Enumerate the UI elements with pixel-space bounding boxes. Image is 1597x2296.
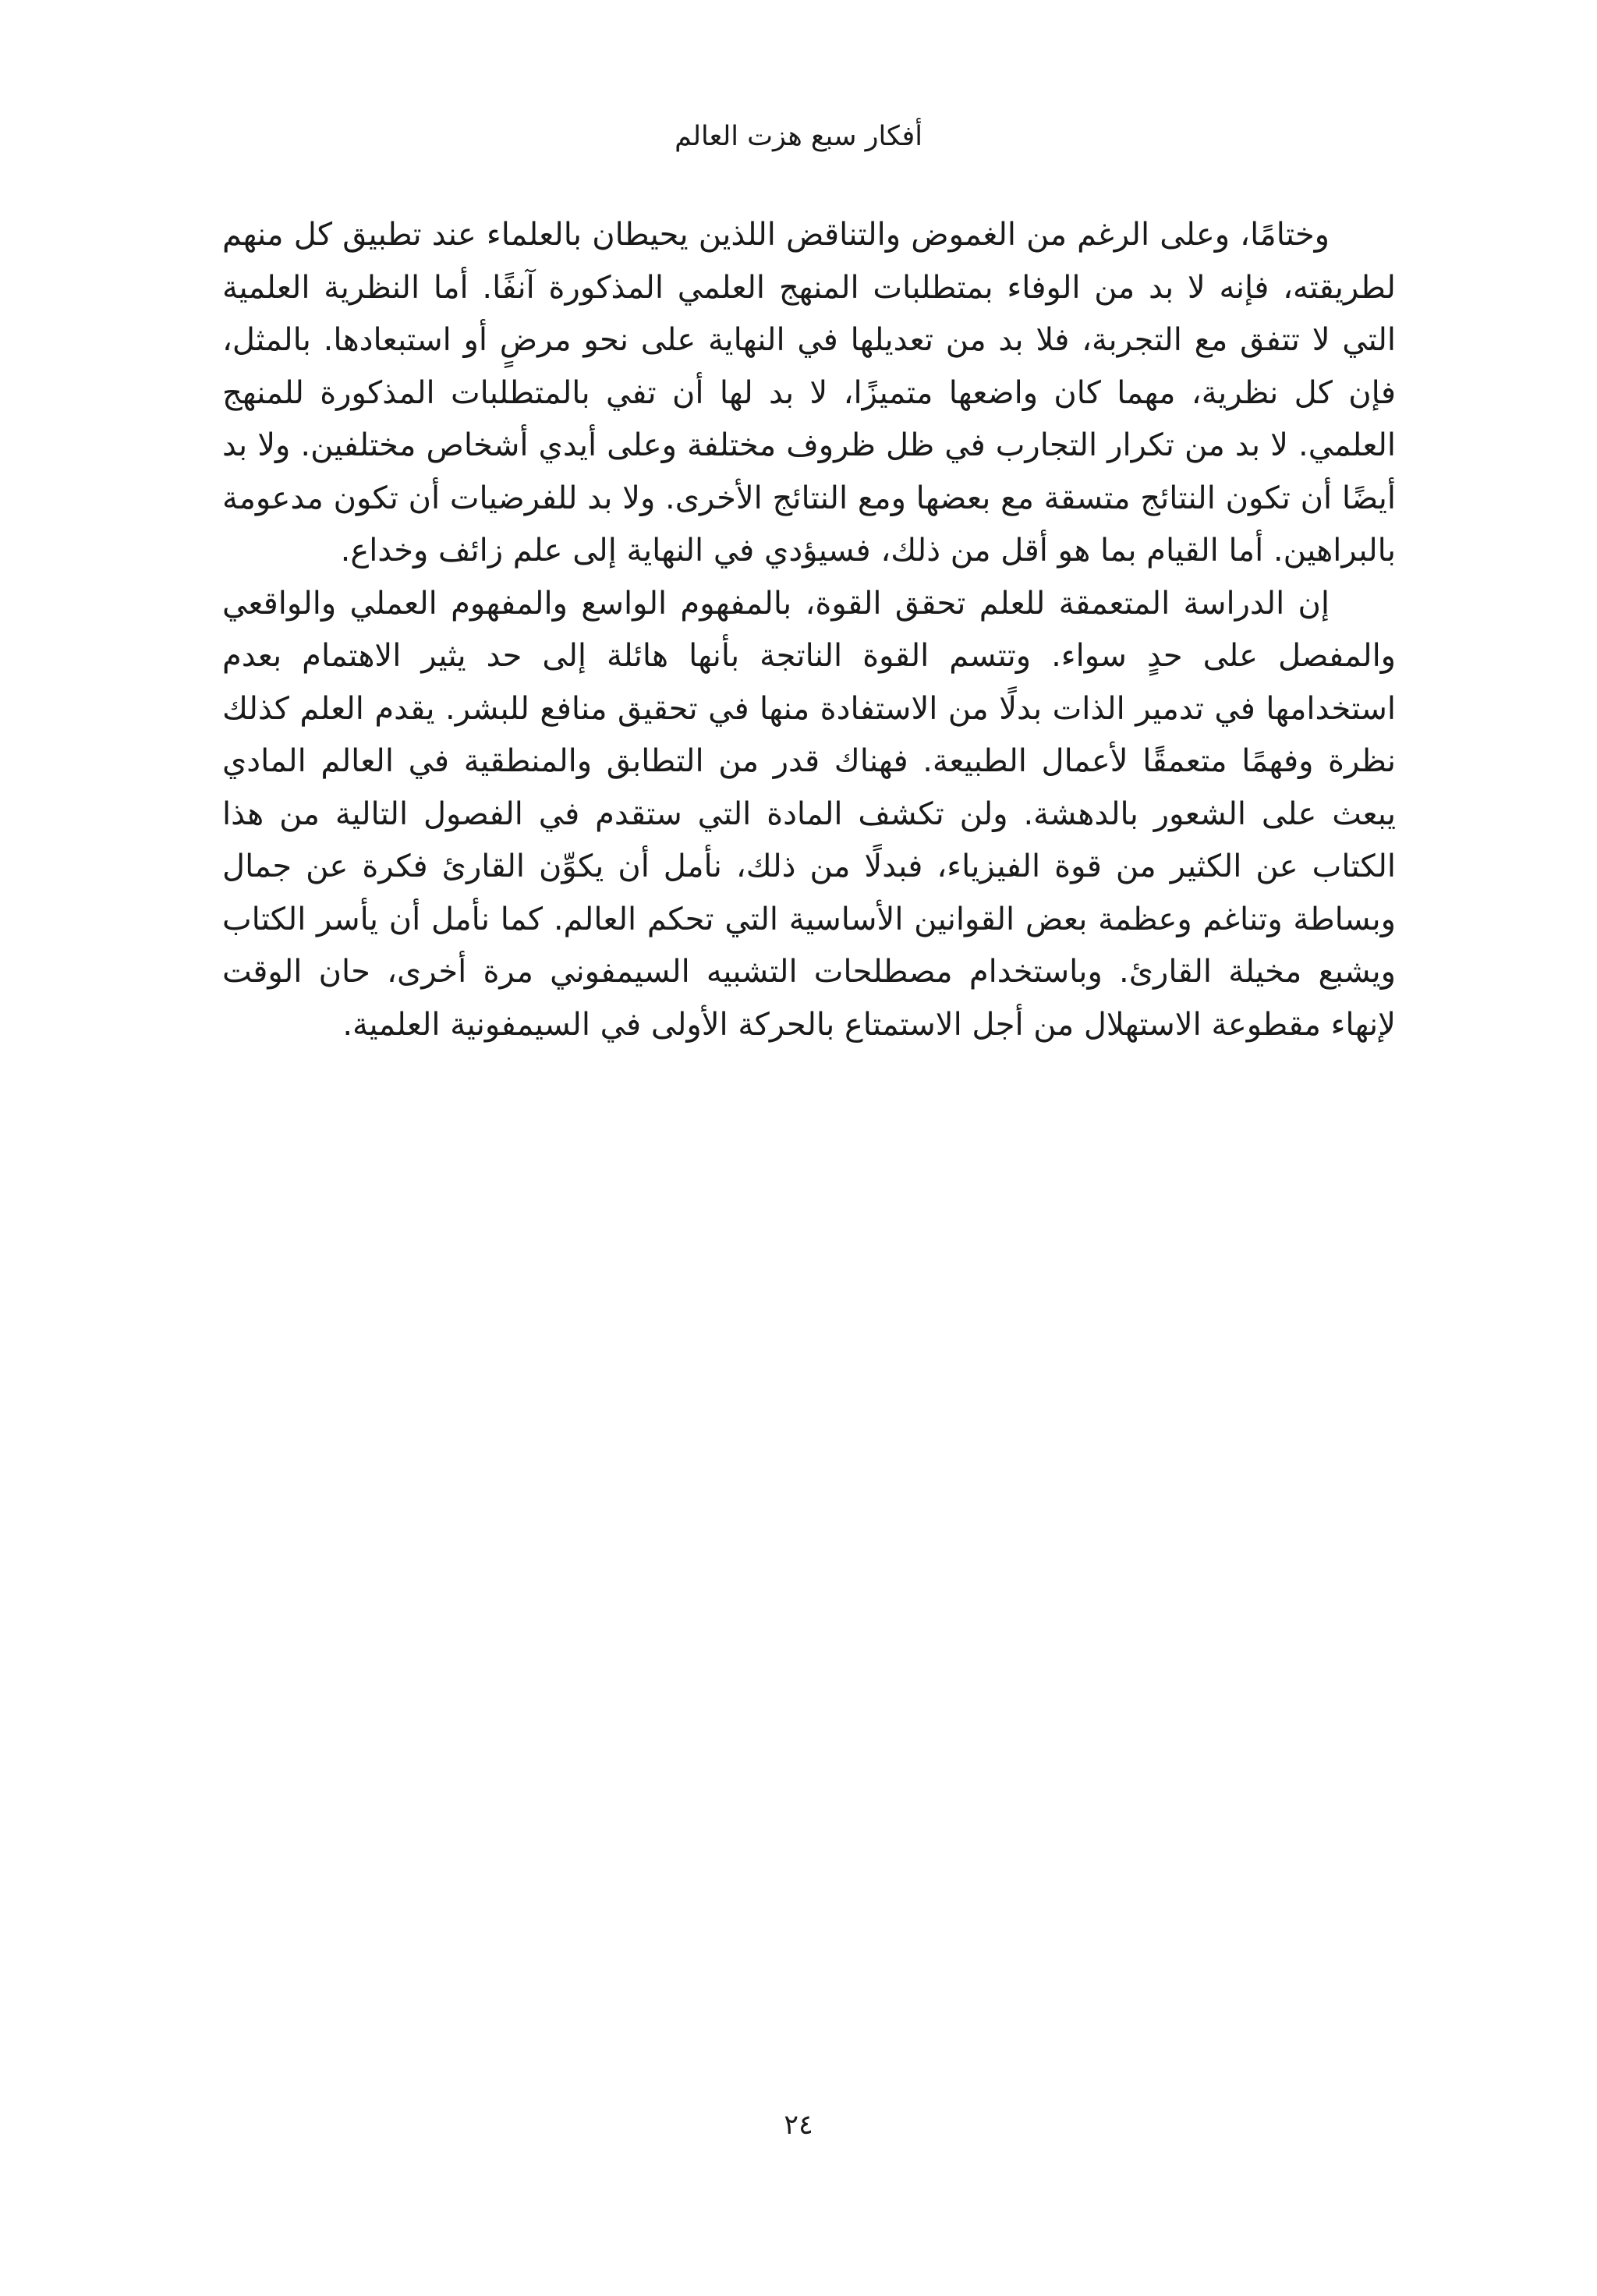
paragraph-2: إن الدراسة المتعمقة للعلم تحقق القوة، بالمفهوم الواسع والمفهوم العملي والواقعي والمفصل على حدٍ سواء. وتتسم القوة الناتجة بأنها هائلة إلى حد يثير الاهتمام بعدم استخدامها في تدمير الذات بدلًا من الاستفادة منها في تحقيق منافع للبشر. يقدم العلم كذلك نظرة وفهمًا متعمقًا لأعمال الطبيعة. فهناك قدر من التطابق والمنطقية في العالم المادي يبعث على الشعور بالدهشة. ولن تكشف المادة التي ستقدم في الفصول التالية من هذا الكتاب عن الكثير من قوة الفيزياء، فبدلًا من ذلك، نأمل أن يكوِّن القارئ فكرة عن جمال وبساطة وتناغم وعظمة بعض القوانين الأساسية التي تحكم العالم. كما نأمل أن يأسر الكتاب ويشبع مخيلة القارئ. وباستخدام مصطلحات التشبيه السيمفوني مرة أخرى، حان الوقت لإنهاء مقطوعة الاستهلال من أجل الاستمتاع بالحركة الأولى في السيمفونية العلمية. [222, 585, 1396, 1043]
running-header: أفكار سبع هزت العالم [675, 121, 922, 152]
paragraph-1: وختامًا، وعلى الرغم من الغموض والتناقض اللذين يحيطان بالعلماء عند تطبيق كل منهم لطريقته، فإنه لا بد من الوفاء بمتطلبات المنهج العلمي المذكورة آنفًا. أما النظرية العلمية التي لا تتفق مع التجربة، فلا بد من تعديلها في النهاية على نحو مرضٍ أو استبعادها. بالمثل، فإن كل نظرية، مهما كان واضعها متميزًا، لا بد لها أن تفي بالمتطلبات المذكورة للمنهج العلمي. لا بد من تكرار التجارب في ظل ظروف مختلفة وعلى أيدي أشخاص مختلفين. ولا بد أيضًا أن تكون النتائج متسقة مع بعضها ومع النتائج الأخرى. ولا بد للفرضيات أن تكون مدعومة بالبراهين. أما القيام بما هو أقل من ذلك، فسيؤدي في النهاية إلى علم زائف وخداع. [222, 217, 1396, 569]
body-text [222, 209, 1396, 1051]
page-number: ٢٤ [784, 2110, 813, 2141]
